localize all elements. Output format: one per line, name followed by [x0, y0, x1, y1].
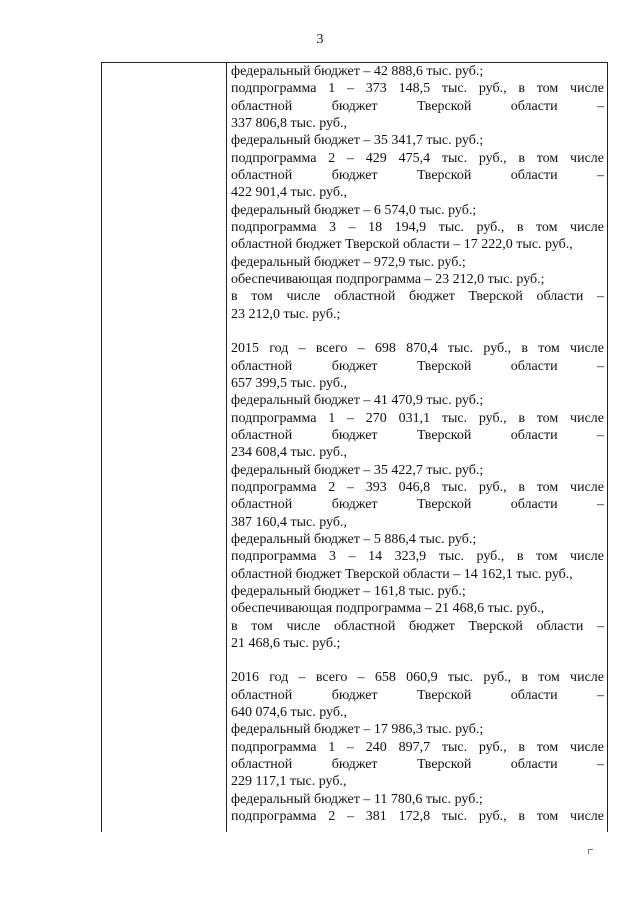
text-line: 23 212,0 тыс. руб.;: [231, 306, 341, 322]
text-line: федеральный бюджет – 161,8 тыс. руб.;: [231, 583, 466, 599]
text-line: федеральный бюджет – 6 574,0 тыс. руб.;: [231, 202, 477, 218]
text-line: подпрограмма 1 – 373 148,5 тыс. руб., в том числе: [231, 81, 604, 97]
text-line: областной бюджет Тверской области –: [231, 687, 604, 703]
text-line: федеральный бюджет – 35 422,7 тыс. руб.;: [231, 462, 484, 478]
scan-mark: [588, 849, 593, 854]
text-line: 2015 год – всего – 698 870,4 тыс. руб., в том числе: [231, 341, 604, 357]
text-line: 422 901,4 тыс. руб.,: [231, 185, 347, 201]
text-line: 387 160,4 тыс. руб.,: [231, 514, 347, 530]
text-line: обеспечивающая подпрограмма – 23 212,0 тыс. руб.;: [231, 271, 545, 287]
blank-line: [231, 323, 604, 340]
text-line: областной бюджет Тверской области –: [231, 497, 604, 513]
text-line: подпрограмма 2 – 381 172,8 тыс. руб., в том числе: [231, 809, 604, 825]
text-line: 2016 год – всего – 658 060,9 тыс. руб., в том числе: [231, 670, 604, 686]
text-line: 234 608,4 тыс. руб.,: [231, 445, 347, 461]
text-line: в том числе областной бюджет Тверской области –: [231, 289, 604, 305]
blank-line: [231, 652, 604, 669]
text-line: 229 117,1 тыс. руб.,: [231, 774, 347, 790]
text-line: федеральный бюджет – 11 780,6 тыс. руб.;: [231, 791, 483, 807]
column-divider: [226, 63, 227, 832]
text-line: федеральный бюджет – 17 986,3 тыс. руб.;: [231, 722, 484, 738]
text-line: подпрограмма 2 – 429 475,4 тыс. руб., в том числе: [231, 150, 604, 166]
text-line: областной бюджет Тверской области –: [231, 427, 604, 443]
text-line: федеральный бюджет – 41 470,9 тыс. руб.;: [231, 393, 484, 409]
text-line: областной бюджет Тверской области – 17 222,0 тыс. руб.,: [231, 237, 573, 253]
text-line: подпрограмма 2 – 393 046,8 тыс. руб., в том числе: [231, 479, 604, 495]
text-line: областной бюджет Тверской области –: [231, 358, 604, 374]
page-number: 3: [316, 32, 324, 47]
text-line: федеральный бюджет – 972,9 тыс. руб.;: [231, 254, 466, 270]
text-line: 657 399,5 тыс. руб.,: [231, 375, 347, 391]
text-line: 337 806,8 тыс. руб.,: [231, 115, 347, 131]
text-line: областной бюджет Тверской области – 14 162,1 тыс. руб.,: [231, 566, 573, 582]
text-line: федеральный бюджет – 5 886,4 тыс. руб.;: [231, 531, 477, 547]
text-line: областной бюджет Тверской области –: [231, 98, 604, 114]
text-line: федеральный бюджет – 35 341,7 тыс. руб.;: [231, 133, 484, 149]
text-line: 21 468,6 тыс. руб.;: [231, 635, 341, 651]
funding-table: [101, 62, 608, 832]
text-line: подпрограмма 3 – 18 194,9 тыс. руб., в том числе: [231, 219, 604, 235]
text-line: подпрограмма 3 – 14 323,9 тыс. руб., в том числе: [231, 549, 604, 565]
text-line: обеспечивающая подпрограмма – 21 468,6 тыс. руб.,: [231, 601, 545, 617]
text-line: в том числе областной бюджет Тверской области –: [231, 618, 604, 634]
text-line: 640 074,6 тыс. руб.,: [231, 705, 347, 721]
text-line: областной бюджет Тверской области –: [231, 167, 604, 183]
text-line: подпрограмма 1 – 270 031,1 тыс. руб., в том числе: [231, 410, 604, 426]
text-line: подпрограмма 1 – 240 897,7 тыс. руб., в том числе: [231, 739, 604, 755]
funding-text-column: [231, 63, 604, 825]
text-line: областной бюджет Тверской области –: [231, 757, 604, 773]
text-line: федеральный бюджет – 42 888,6 тыс. руб.;: [231, 64, 484, 79]
